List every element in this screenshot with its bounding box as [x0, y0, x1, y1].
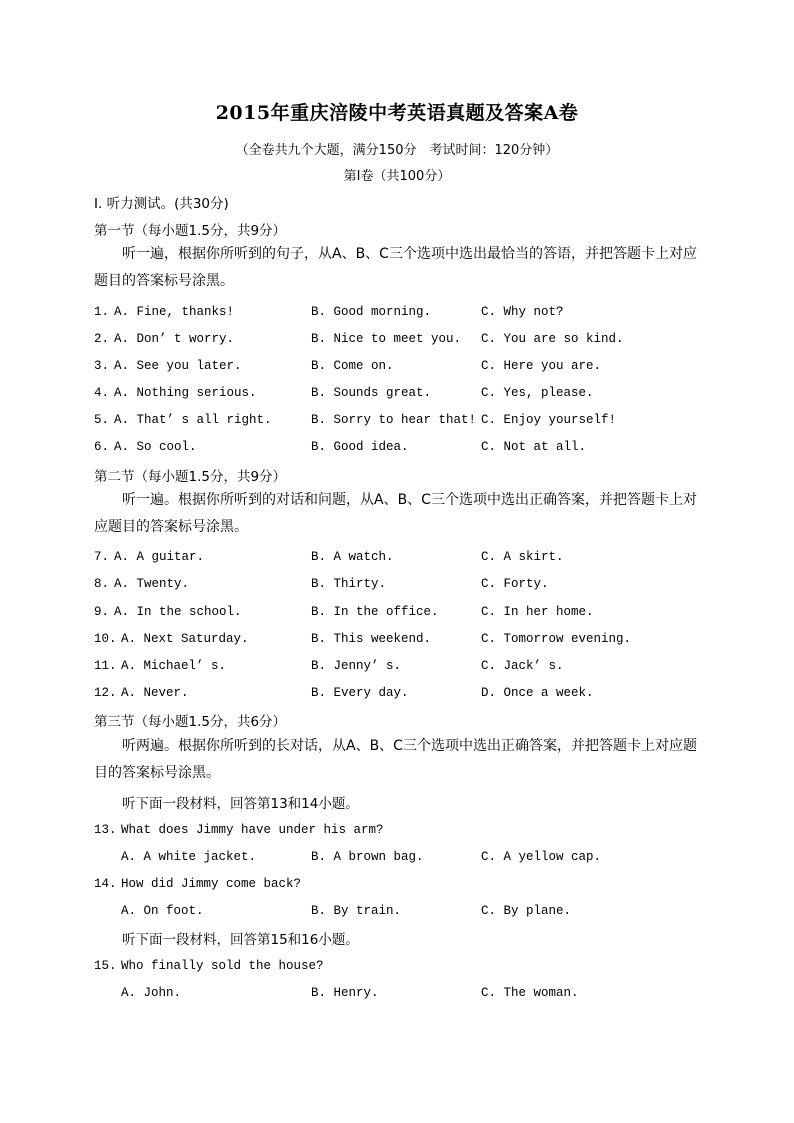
question-number: 11. — [94, 659, 117, 673]
question-row — [94, 359, 734, 377]
option-b: B. In the office. — [311, 605, 439, 619]
option-c: C. In her home. — [481, 605, 594, 619]
question-row — [94, 605, 734, 623]
option-c: C. Why not? — [481, 305, 564, 319]
option-a: A. Twenty. — [114, 577, 190, 591]
question-number: 1. — [94, 305, 110, 319]
option-a: A. That’ s all right. — [114, 413, 272, 427]
option-b: B. Sounds great. — [311, 386, 432, 400]
option-c: C. Here you are. — [481, 359, 602, 373]
question-stem — [94, 877, 734, 895]
option-a: A. Nothing serious. — [114, 386, 257, 400]
question-number: 9. — [94, 605, 110, 619]
question-row — [94, 413, 734, 431]
option-b: B. Nice to meet you. — [311, 332, 462, 346]
question-row — [94, 386, 734, 404]
section-2-instructions: 听一遍。根据你所听到的对话和问题，从A、B、C三个选项中选出正确答案，并把答题卡上对应题目的答案标号涂黑。 — [94, 492, 697, 535]
page-title: 2015年重庆涪陵中考英语真题及答案A卷 — [215, 102, 579, 124]
option-c: C. Tomorrow evening. — [481, 632, 632, 646]
option-b: B. Good morning. — [311, 305, 432, 319]
question-row — [94, 550, 734, 568]
section-3-heading: 第三节（每小题1.5分，共6分） — [94, 714, 287, 730]
option-c: C. A yellow cap. — [481, 850, 602, 864]
section-3-instructions: 听两遍。根据你所听到的长对话，从A、B、C三个选项中选出正确答案，并把答题卡上对应题目的答案标号涂黑。 — [94, 738, 697, 781]
question-number: 5. — [94, 413, 110, 427]
question-number: 12. — [94, 686, 117, 700]
option-a: A. Michael’ s. — [121, 659, 227, 673]
option-b: B. By train. — [311, 904, 402, 918]
option-c: D. Once a week. — [481, 686, 594, 700]
question-text: How did Jimmy come back? — [121, 877, 302, 891]
option-b: B. Henry. — [311, 986, 379, 1000]
question-number: 7. — [94, 550, 110, 564]
option-b: B. Sorry to hear that! — [311, 413, 477, 427]
option-b: B. Come on. — [311, 359, 394, 373]
exam-info: （全卷共九个大题，满分150分 考试时间：120分钟） — [235, 143, 559, 158]
question-number: 4. — [94, 386, 110, 400]
option-a: A. Next Saturday. — [121, 632, 249, 646]
option-b: B. Thirty. — [311, 577, 387, 591]
question-number: 3. — [94, 359, 110, 373]
option-a: A. A white jacket. — [121, 850, 257, 864]
option-a: A. John. — [121, 986, 182, 1000]
question-row — [94, 632, 734, 650]
option-a: A. Fine, thanks! — [114, 305, 235, 319]
option-c: C. Enjoy yourself! — [481, 413, 617, 427]
question-row — [94, 904, 734, 922]
question-row — [94, 659, 734, 677]
question-number: 10. — [94, 632, 117, 646]
question-number: 15. — [94, 959, 117, 973]
option-b: B. Every day. — [311, 686, 409, 700]
material-note-2: 听下面一段材料，回答第15和16小题。 — [122, 932, 359, 948]
question-number: 6. — [94, 440, 110, 454]
question-row — [94, 332, 734, 350]
option-a: A. Don’ t worry. — [114, 332, 235, 346]
option-c: C. Yes, please. — [481, 386, 594, 400]
volume-heading: 第I卷（共100分） — [343, 169, 451, 184]
option-c: C. You are so kind. — [481, 332, 624, 346]
question-row — [94, 850, 734, 868]
question-row — [94, 440, 734, 458]
option-c: C. Jack’ s. — [481, 659, 564, 673]
material-note-1: 听下面一段材料，回答第13和14小题。 — [122, 796, 359, 812]
section-1-heading: 第一节（每小题1.5分，共9分） — [94, 223, 287, 239]
option-a: A. On foot. — [121, 904, 204, 918]
option-b: B. Jenny’ s. — [311, 659, 402, 673]
option-c: C. Not at all. — [481, 440, 587, 454]
question-row — [94, 686, 734, 704]
option-a: A. See you later. — [114, 359, 242, 373]
option-c: C. A skirt. — [481, 550, 564, 564]
question-stem — [94, 823, 734, 841]
option-b: B. A watch. — [311, 550, 394, 564]
option-b: B. Good idea. — [311, 440, 409, 454]
question-row — [94, 577, 734, 595]
option-a: A. So cool. — [114, 440, 197, 454]
section-2-heading: 第二节（每小题1.5分，共9分） — [94, 469, 287, 485]
question-number: 2. — [94, 332, 110, 346]
option-c: C. By plane. — [481, 904, 572, 918]
question-row — [94, 305, 734, 323]
option-b: B. A brown bag. — [311, 850, 424, 864]
question-number: 14. — [94, 877, 117, 891]
option-a: A. A guitar. — [114, 550, 205, 564]
question-number: 13. — [94, 823, 117, 837]
option-b: B. This weekend. — [311, 632, 432, 646]
question-text: What does Jimmy have under his arm? — [121, 823, 384, 837]
option-a: A. In the school. — [114, 605, 242, 619]
question-stem — [94, 959, 734, 977]
option-c: C. Forty. — [481, 577, 549, 591]
question-number: 8. — [94, 577, 110, 591]
section-1-instructions: 听一遍，根据你所听到的句子，从A、B、C三个选项中选出最恰当的答语，并把答题卡上对应题目的答案标号涂黑。 — [94, 246, 697, 289]
option-c: C. The woman. — [481, 986, 579, 1000]
question-text: Who finally sold the house? — [121, 959, 324, 973]
question-row — [94, 986, 734, 1004]
option-a: A. Never. — [121, 686, 189, 700]
part-heading: I. 听力测试。(共30分) — [94, 196, 229, 212]
